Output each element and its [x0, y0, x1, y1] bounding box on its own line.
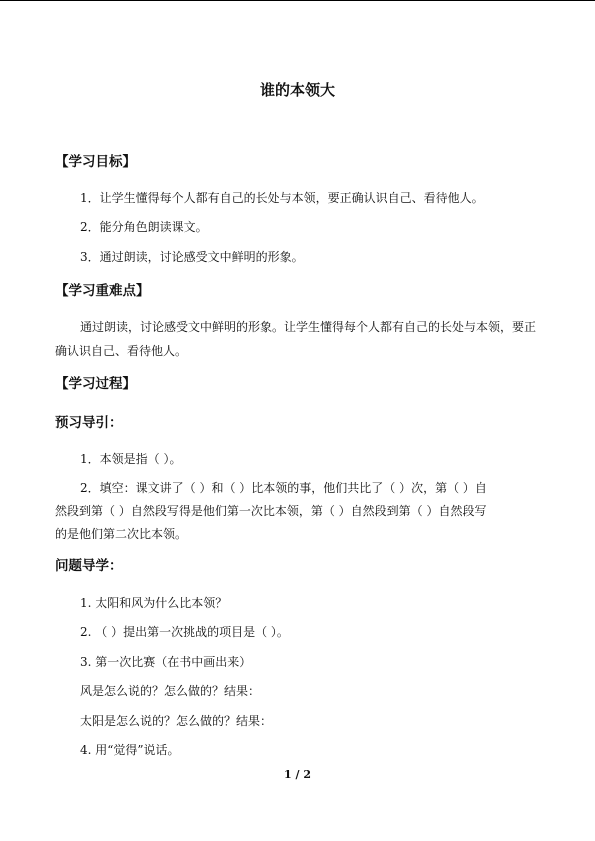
question-item-4: 4. 用“觉得”说话。: [80, 743, 180, 757]
page-title: 谁的本领大: [259, 81, 335, 99]
subheading-questions: 问题导学：: [55, 558, 123, 574]
question-sun: 太阳是怎么说的？怎么做的？结果：: [80, 714, 273, 728]
page-number: 1 / 2: [284, 768, 311, 781]
preview-item-2-line-2: 然段到第（ ）自然段写得是他们第一次比本领，第（ ）自然段到第（ ）自然段写: [55, 504, 487, 518]
key-points-line-1: 通过朗读，讨论感受文中鲜明的形象。让学生懂得每个人都有自己的长处与本领，要正: [80, 320, 537, 334]
question-wind: 风是怎么说的？怎么做的？结果：: [80, 684, 261, 698]
question-item-2: 2. （ ）提出第一次挑战的项目是（ ）。: [80, 625, 289, 639]
question-item-1: 1. 太阳和风为什么比本领？: [80, 596, 228, 610]
goal-item-1: 1．让学生懂得每个人都有自己的长处与本领，要正确认识自己、看待他人。: [80, 191, 484, 205]
goal-item-3: 3．通过朗读，讨论感受文中鲜明的形象。: [80, 250, 304, 264]
key-points-line-2: 确认识自己、看待他人。: [55, 344, 188, 358]
preview-item-2-line-1: 2．填空：课文讲了（ ）和（ ）比本领的事，他们共比了（ ）次，第（ ）自: [80, 481, 487, 495]
subheading-preview: 预习导引：: [55, 415, 123, 431]
heading-goals: 【学习目标】: [55, 154, 136, 170]
top-border-line: [0, 0, 595, 1]
preview-item-2-line-3: 的是他们第二次比本领。: [55, 527, 188, 541]
heading-key-points: 【学习重难点】: [55, 283, 150, 299]
preview-item-1: 1．本领是指（ ）。: [80, 452, 182, 466]
question-item-3: 3. 第一次比赛（在书中画出来）: [80, 655, 252, 669]
heading-process: 【学习过程】: [55, 376, 136, 392]
goal-item-2: 2．能分角色朗读课文。: [80, 220, 208, 234]
